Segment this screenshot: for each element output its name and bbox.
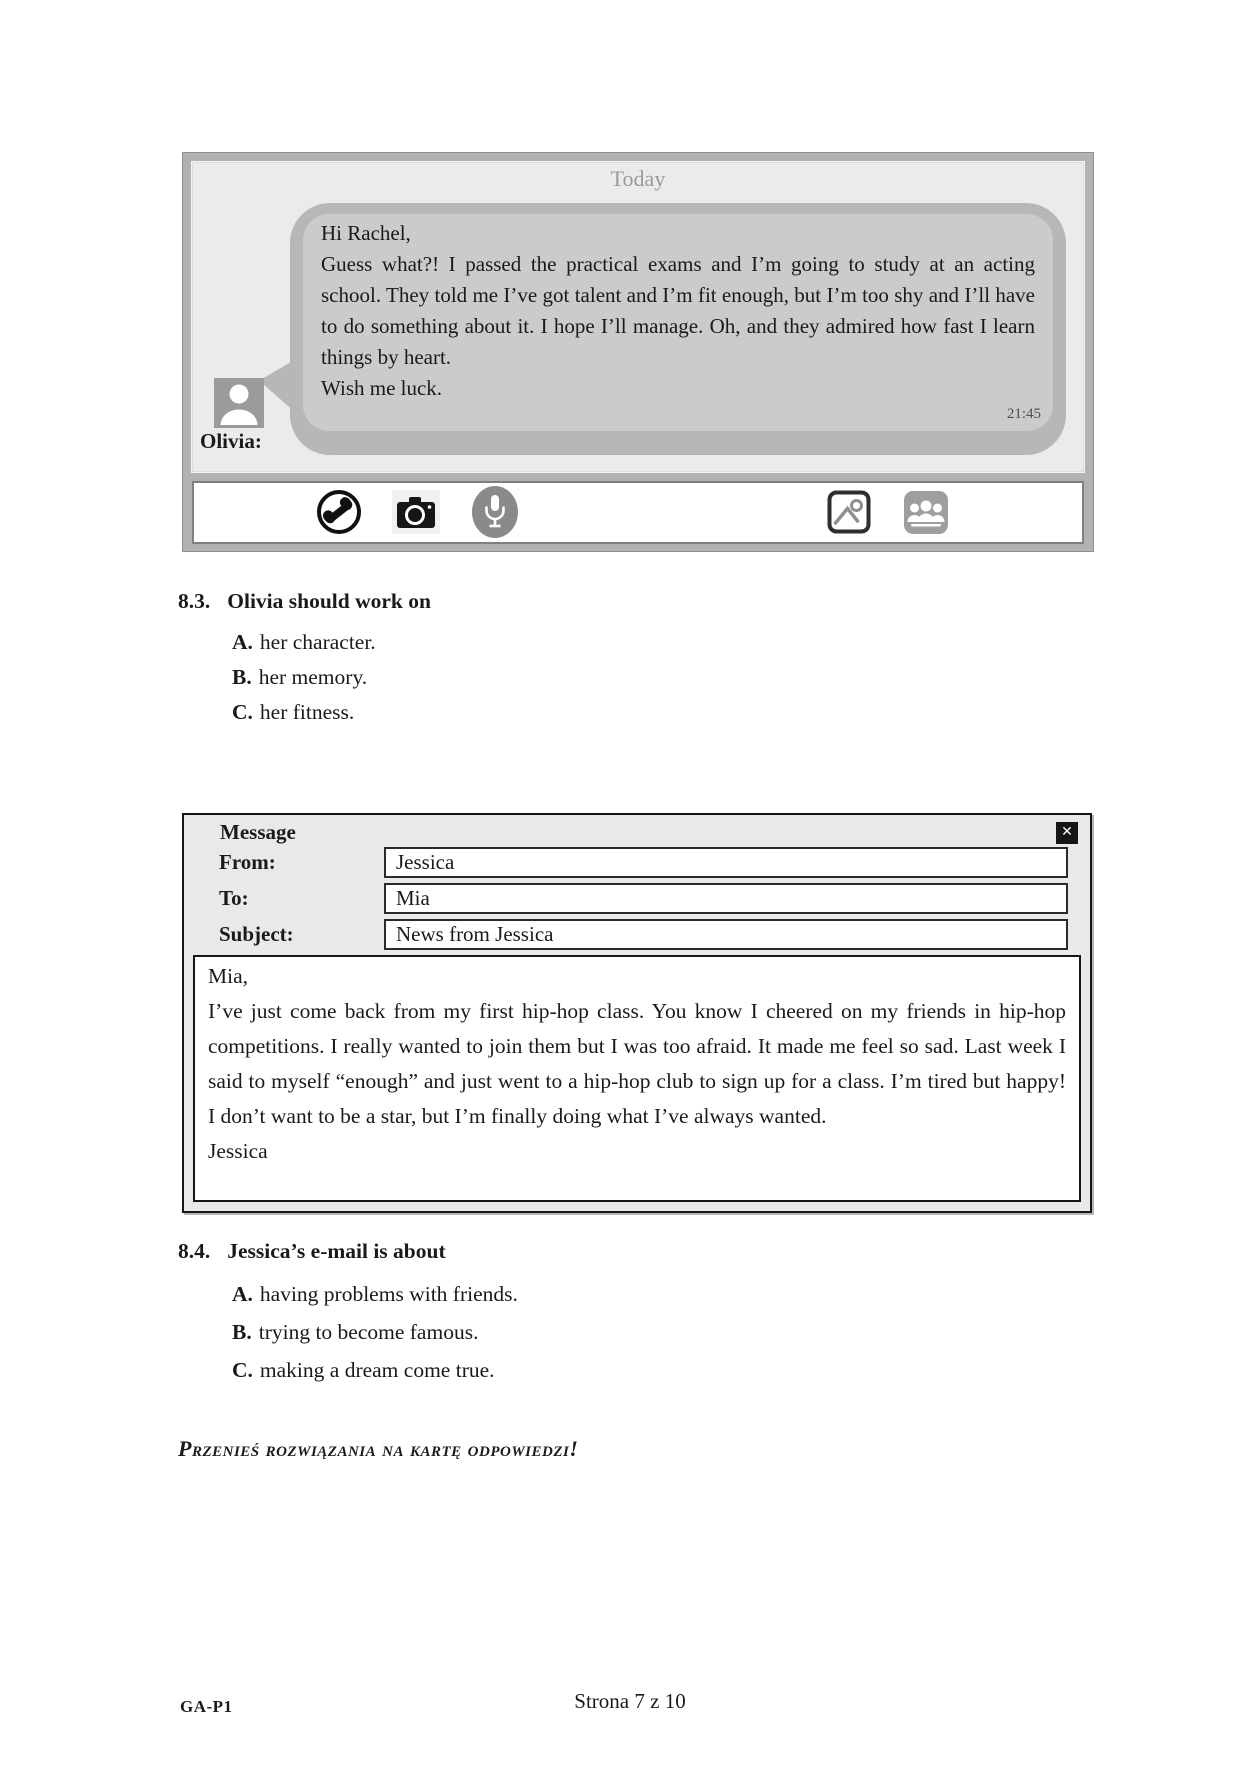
question-8-4 bbox=[178, 1238, 518, 1389]
option-label: A. bbox=[232, 1282, 253, 1306]
option-b bbox=[232, 660, 431, 695]
option-a bbox=[232, 1275, 518, 1313]
option-text: trying to become famous. bbox=[258, 1320, 479, 1344]
message-closing: Wish me luck. bbox=[321, 376, 443, 400]
option-c bbox=[232, 1351, 518, 1389]
email-greeting: Mia, bbox=[208, 964, 249, 988]
to-label: To: bbox=[219, 886, 249, 910]
option-text: her memory. bbox=[258, 665, 368, 689]
gallery-glyph bbox=[827, 490, 871, 534]
person-icon bbox=[214, 378, 264, 428]
message-greeting: Hi Rachel, bbox=[321, 221, 411, 245]
option-a bbox=[232, 625, 431, 660]
from-label: From: bbox=[219, 850, 276, 874]
option-text: her character. bbox=[259, 630, 376, 654]
chat-bubble bbox=[290, 203, 1066, 455]
question-number: 8.4. bbox=[178, 1239, 211, 1263]
gallery-icon[interactable] bbox=[827, 490, 871, 534]
chat-panel bbox=[192, 162, 1084, 472]
subject-field[interactable]: News from Jessica bbox=[384, 919, 1068, 950]
email-titlebar bbox=[184, 815, 1090, 851]
email-window bbox=[182, 813, 1092, 1213]
option-label: B. bbox=[232, 665, 252, 689]
email-row-subject bbox=[184, 919, 1090, 950]
contacts-icon[interactable] bbox=[904, 491, 948, 534]
sender-name: Olivia: bbox=[200, 429, 262, 453]
chat-bubble-text bbox=[303, 214, 1053, 431]
option-text: having problems with friends. bbox=[259, 1282, 518, 1306]
question-number: 8.3. bbox=[178, 589, 211, 613]
contacts-glyph bbox=[904, 495, 948, 531]
subject-label: Subject: bbox=[219, 922, 294, 946]
microphone-glyph bbox=[482, 493, 508, 531]
transfer-note: Przenieś rozwiązania na kartę odpowiedzi! bbox=[178, 1436, 579, 1461]
to-field[interactable]: Mia bbox=[384, 883, 1068, 914]
email-row-to bbox=[184, 883, 1090, 914]
question-title: Jessica’s e-mail is about bbox=[227, 1239, 446, 1263]
phone-chat-frame bbox=[182, 152, 1094, 552]
camera-glyph bbox=[396, 496, 436, 529]
from-field[interactable]: Jessica bbox=[384, 847, 1068, 878]
avatar bbox=[214, 378, 264, 428]
question-8-3 bbox=[178, 588, 431, 730]
question-options bbox=[178, 625, 431, 730]
camera-icon[interactable] bbox=[392, 490, 440, 534]
message-body: Guess what?! I passed the practical exams and I’m going to study at an acting school. They told me I’ve got talent and I’m fit enough, but I’m too shy and I’ll have to do something about it. I hope I’ll manage. Oh, and they admired how fast I learn things by heart. bbox=[321, 252, 1035, 369]
option-b bbox=[232, 1313, 518, 1351]
email-window-title: Message bbox=[220, 820, 296, 844]
option-label: C. bbox=[232, 700, 253, 724]
email-signature: Jessica bbox=[208, 1139, 268, 1163]
question-options bbox=[178, 1275, 518, 1389]
email-body bbox=[193, 955, 1081, 1202]
option-label: C. bbox=[232, 1358, 253, 1382]
option-label: A. bbox=[232, 630, 253, 654]
chat-toolbar bbox=[192, 481, 1084, 544]
message-timestamp: 21:45 bbox=[1006, 406, 1041, 422]
phone-call-icon[interactable] bbox=[316, 489, 362, 535]
option-text: her fitness. bbox=[259, 700, 355, 724]
close-icon[interactable]: ✕ bbox=[1056, 822, 1078, 844]
microphone-icon[interactable] bbox=[472, 486, 518, 538]
chat-day-label: Today bbox=[610, 166, 666, 191]
option-text: making a dream come true. bbox=[259, 1358, 495, 1382]
option-c bbox=[232, 695, 431, 730]
question-title: Olivia should work on bbox=[227, 589, 431, 613]
email-row-from bbox=[184, 847, 1090, 878]
phone-glyph bbox=[316, 489, 362, 535]
email-text: I’ve just come back from my first hip-hop class. You know I cheered on my friends in hip-hop competitions. I really wanted to join them but I was too afraid. It made me feel so sad. Last week I said to myself “enough” and just went to a hip-hop club to sign up for a class. I’m tired but happy! I don’t want to be a star, but I’m finally doing what I’ve always wanted. bbox=[208, 999, 1066, 1128]
footer-code: GA-P1 bbox=[180, 1697, 233, 1716]
footer-page-number: Strona 7 z 10 bbox=[574, 1689, 686, 1713]
option-label: B. bbox=[232, 1320, 252, 1344]
